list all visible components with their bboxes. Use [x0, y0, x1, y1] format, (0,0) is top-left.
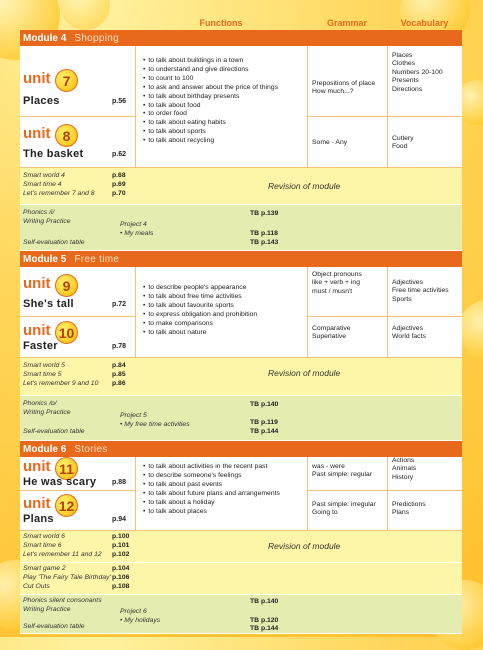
vocabulary-cell: Adjectives Free time activities Sports: [392, 279, 449, 303]
unit-block: [20, 457, 135, 490]
practice-row: [20, 396, 462, 441]
unit-block: [20, 46, 135, 116]
header-grammar: Grammar: [326, 18, 368, 28]
module-name: Shopping: [74, 32, 120, 44]
unit-word: unit: [23, 125, 51, 142]
teacher-book-page: TB p.118: [250, 230, 278, 237]
revision-page: p.101: [112, 542, 130, 549]
unit-page: p.94: [112, 516, 127, 523]
unit-block: [20, 491, 135, 531]
revision-label: Revision of module: [268, 541, 341, 551]
project-item: • My meals: [120, 230, 154, 237]
unit-title: Places: [23, 95, 60, 107]
header-vocabulary: Vocabulary: [400, 18, 449, 28]
unit-page: p.62: [112, 151, 127, 158]
module-units-block: [20, 267, 462, 358]
unit-page: p.78: [112, 343, 127, 350]
revision-item: Smart world 4: [23, 172, 65, 179]
revision-item: Smart time 6: [23, 542, 62, 549]
revision-page: p.84: [112, 362, 126, 369]
revision-label: Revision of module: [268, 368, 341, 378]
practice-row: [20, 205, 462, 251]
teacher-book-page: TB p.120: [250, 617, 279, 624]
revision-page: p.69: [112, 181, 126, 188]
unit-title: She's tall: [23, 298, 74, 310]
practice-item: Writing Practice: [23, 409, 71, 416]
extra-item: Smart game 2: [23, 565, 66, 572]
teacher-book-page: TB p.140: [250, 598, 279, 605]
grammar-cell: Past simple: irregular Going to: [312, 501, 376, 517]
project-title: Project 4: [120, 221, 147, 228]
unit-number-badge: 10: [55, 321, 78, 344]
unit-number-badge: 7: [55, 69, 78, 92]
grammar-cell: Some - Any: [312, 139, 348, 146]
unit-number-badge: 12: [55, 494, 78, 517]
extras-row: [20, 563, 462, 595]
teacher-book-page: TB p.139: [250, 210, 279, 217]
module-name: Free time: [74, 253, 120, 265]
unit-number-badge: 11: [55, 457, 78, 480]
module-header: [20, 441, 462, 457]
unit-block: [20, 117, 135, 168]
extra-page: p.106: [112, 574, 130, 581]
revision-item: Smart world 5: [23, 362, 65, 369]
practice-item: Phonics /ɒ/: [23, 400, 57, 407]
practice-item: Self-evaluation table: [23, 239, 85, 246]
practice-item: Phonics /i/: [23, 209, 55, 216]
grammar-cell: Prepositions of place How much...?: [312, 80, 376, 96]
unit-number-badge: 9: [55, 274, 78, 297]
unit-word: unit: [23, 70, 51, 87]
unit-page: p.88: [112, 479, 127, 486]
grammar-cell: Object pronouns like + verb + ing must / musn't: [312, 271, 362, 295]
revision-page: p.85: [112, 371, 126, 378]
functions-list: • to describe people's appearance • to talk about free time activities • to talk about favourite sports • to express obligation and prohibition • to make comparisons • to talk about nature: [142, 284, 315, 337]
revision-page: p.100: [112, 533, 130, 540]
unit-page: p.56: [112, 98, 127, 105]
module-label: Module 4: [23, 32, 67, 44]
revision-item: Let's remember 7 and 8: [23, 190, 95, 197]
practice-row: [20, 595, 462, 634]
practice-item: Self-evaluation table: [23, 428, 85, 435]
module-header: [20, 30, 462, 46]
project-item: • My holidays: [120, 617, 161, 624]
revision-page: p.70: [112, 190, 126, 197]
unit-page: p.72: [112, 301, 127, 308]
header-functions: Functions: [199, 18, 243, 28]
project-item: • My free time activities: [120, 421, 190, 428]
functions-list: • to talk about buildings in a town • to understand and give directions • to count to 100 • to ask and answer about the price of things • to talk about birthday presents • to talk about food • to order food • to talk about eating habits • to talk about sports • to talk about recycling: [142, 57, 315, 146]
unit-title: The basket: [23, 148, 84, 160]
project-title: Project 5: [120, 412, 147, 419]
teacher-book-page: TB p.144: [250, 428, 279, 435]
unit-word: unit: [23, 322, 51, 339]
extra-page: p.108: [112, 583, 130, 590]
revision-item: Smart time 4: [23, 181, 62, 188]
revision-label: Revision of module: [268, 181, 341, 191]
module-units-block: [20, 457, 462, 531]
grammar-cell: Comparative Superlative: [312, 325, 351, 341]
extra-item: Cut Outs: [23, 583, 50, 590]
module-units-block: [20, 46, 462, 168]
vocabulary-cell: Adjectives World facts: [392, 325, 426, 341]
revision-page: p.102: [112, 551, 130, 558]
revision-row: [20, 531, 462, 563]
vocabulary-cell: Actions Animals History: [392, 457, 417, 481]
teacher-book-page: TB p.143: [250, 239, 279, 246]
revision-row: [20, 168, 462, 205]
revision-item: Smart time 5: [23, 371, 62, 378]
revision-page: p.68: [112, 172, 126, 179]
unit-title: He was scary: [23, 476, 97, 488]
unit-word: unit: [23, 458, 51, 475]
unit-title: Plans: [23, 513, 54, 525]
extra-item: Play 'The Fairy Tale Birthday': [23, 574, 111, 581]
unit-number-badge: 8: [55, 124, 78, 147]
unit-block: [20, 267, 135, 316]
revision-item: Let's remember 11 and 12: [23, 551, 102, 558]
practice-item: Writing Practice: [23, 606, 71, 613]
module-label: Module 6: [23, 443, 67, 455]
vocabulary-cell: Cutlery Food: [392, 135, 414, 151]
module-name: Stories: [74, 443, 108, 455]
practice-item: Self-evaluation table: [23, 623, 85, 630]
module-header: [20, 251, 462, 267]
module-label: Module 5: [23, 253, 67, 265]
unit-block: [20, 317, 135, 358]
teacher-book-page: TB p.119: [250, 419, 278, 426]
revision-page: p.86: [112, 380, 126, 387]
revision-item: Let's remember 9 and 10: [23, 380, 99, 387]
unit-title: Faster: [23, 340, 58, 352]
revision-item: Smart world 6: [23, 533, 65, 540]
teacher-book-page: TB p.140: [250, 401, 279, 408]
syllabus-table: [20, 16, 462, 634]
practice-item: Phonics silent consonants: [23, 597, 102, 604]
extra-page: p.104: [112, 565, 130, 572]
practice-item: Writing Practice: [23, 218, 71, 225]
unit-word: unit: [23, 495, 51, 512]
vocabulary-cell: Places Clothes Numbers 20-100 Presents Directions: [392, 52, 443, 93]
grammar-cell: was - were Past simple: regular: [312, 463, 373, 479]
vocabulary-cell: Predictions Plans: [392, 501, 426, 517]
teacher-book-page: TB p.144: [250, 625, 279, 632]
revision-row: [20, 358, 462, 396]
project-title: Project 6: [120, 608, 147, 615]
functions-list: • to talk about activities in the recent past • to describe someone's feelings • to talk about past events • to talk about future plans and arrangements • to talk about a holiday • to talk about places: [142, 463, 315, 516]
unit-word: unit: [23, 275, 51, 292]
